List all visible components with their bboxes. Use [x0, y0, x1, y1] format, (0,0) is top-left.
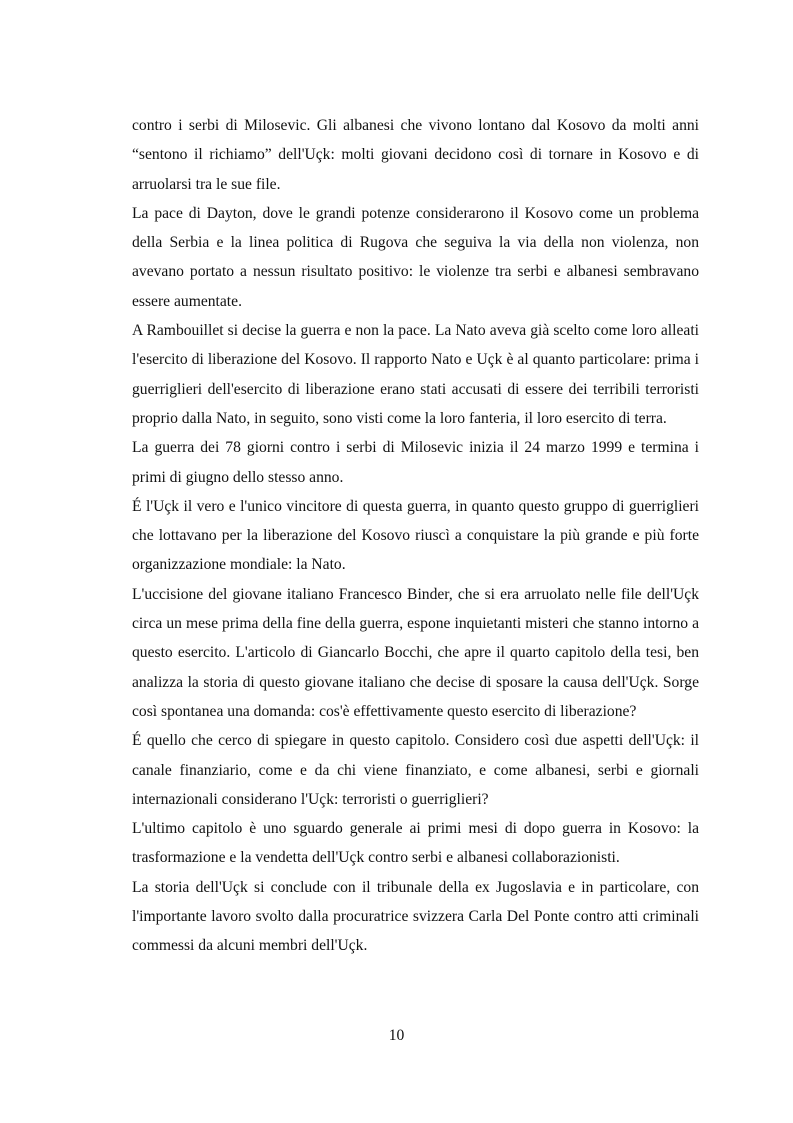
body-text — [132, 111, 699, 961]
paragraph: contro i serbi di Milosevic. Gli albanesi che vivono lontano dal Kosovo da molti anni “sentono il richiamo” dell'Uçk: molti giovani decidono così di tornare in Kosovo e di arruolarsi tra le sue file. — [132, 117, 699, 193]
paragraph: É l'Uçk il vero e l'unico vincitore di questa guerra, in quanto questo gruppo di guerriglieri che lottavano per la liberazione del Kosovo riuscì a conquistare la più grande e più forte organizzazione mondiale: la Nato. — [132, 497, 699, 574]
paragraph: A Rambouillet si decise la guerra e non la pace. La Nato aveva già scelto come loro alleati l'esercito di liberazione del Kosovo. Il rapporto Nato e Uçk è al quanto particolare: prima i guerriglieri dell'esercito di liberazione erano stati accusati di essere dei terribili terroristi proprio dalla Nato, in seguito, sono visti come la loro fanteria, il loro esercito di terra. — [132, 322, 699, 427]
paragraph: L'ultimo capitolo è uno sguardo generale ai primi mesi di dopo guerra in Kosovo: la trasformazione e la vendetta dell'Uçk contro serbi e albanesi collaborazionisti. — [132, 820, 699, 867]
page-number: 10 — [388, 1027, 405, 1044]
paragraph: É quello che cerco di spiegare in questo capitolo. Considero così due aspetti dell'Uçk: il canale finanziario, come e da chi viene finanziato, e come albanesi, serbi e giornali internazionali considerano l'Uçk: terroristi o guerriglieri? — [132, 732, 699, 808]
paragraph: La pace di Dayton, dove le grandi potenze considerarono il Kosovo come un problema della Serbia e la linea politica di Rugova che seguiva la via della non violenza, non avevano portato a nessun risultato positivo: le violenze tra serbi e albanesi sembravano essere aumentate. — [132, 204, 699, 310]
paragraph: L'uccisione del giovane italiano Francesco Binder, che si era arruolato nelle file dell'Uçk circa un mese prima della fine della guerra, espone inquietanti misteri che stanno intorno a questo esercito. L'articolo di Giancarlo Bocchi, che apre il quarto capitolo della tesi, ben analizza la storia di questo giovane italiano che decise di sposare la causa dell'Uçk. Sorge così spontanea una domanda: cos'è effettivamente questo esercito di liberazione? — [132, 585, 699, 720]
paragraph: La storia dell'Uçk si conclude con il tribunale della ex Jugoslavia e in particolare, con l'importante lavoro svolto dalla procuratrice svizzera Carla Del Ponte contro atti criminali commessi da alcuni membri dell'Uçk. — [132, 878, 699, 955]
paragraph: La guerra dei 78 giorni contro i serbi di Milosevic inizia il 24 marzo 1999 e termina i primi di giugno dello stesso anno. — [132, 439, 699, 486]
